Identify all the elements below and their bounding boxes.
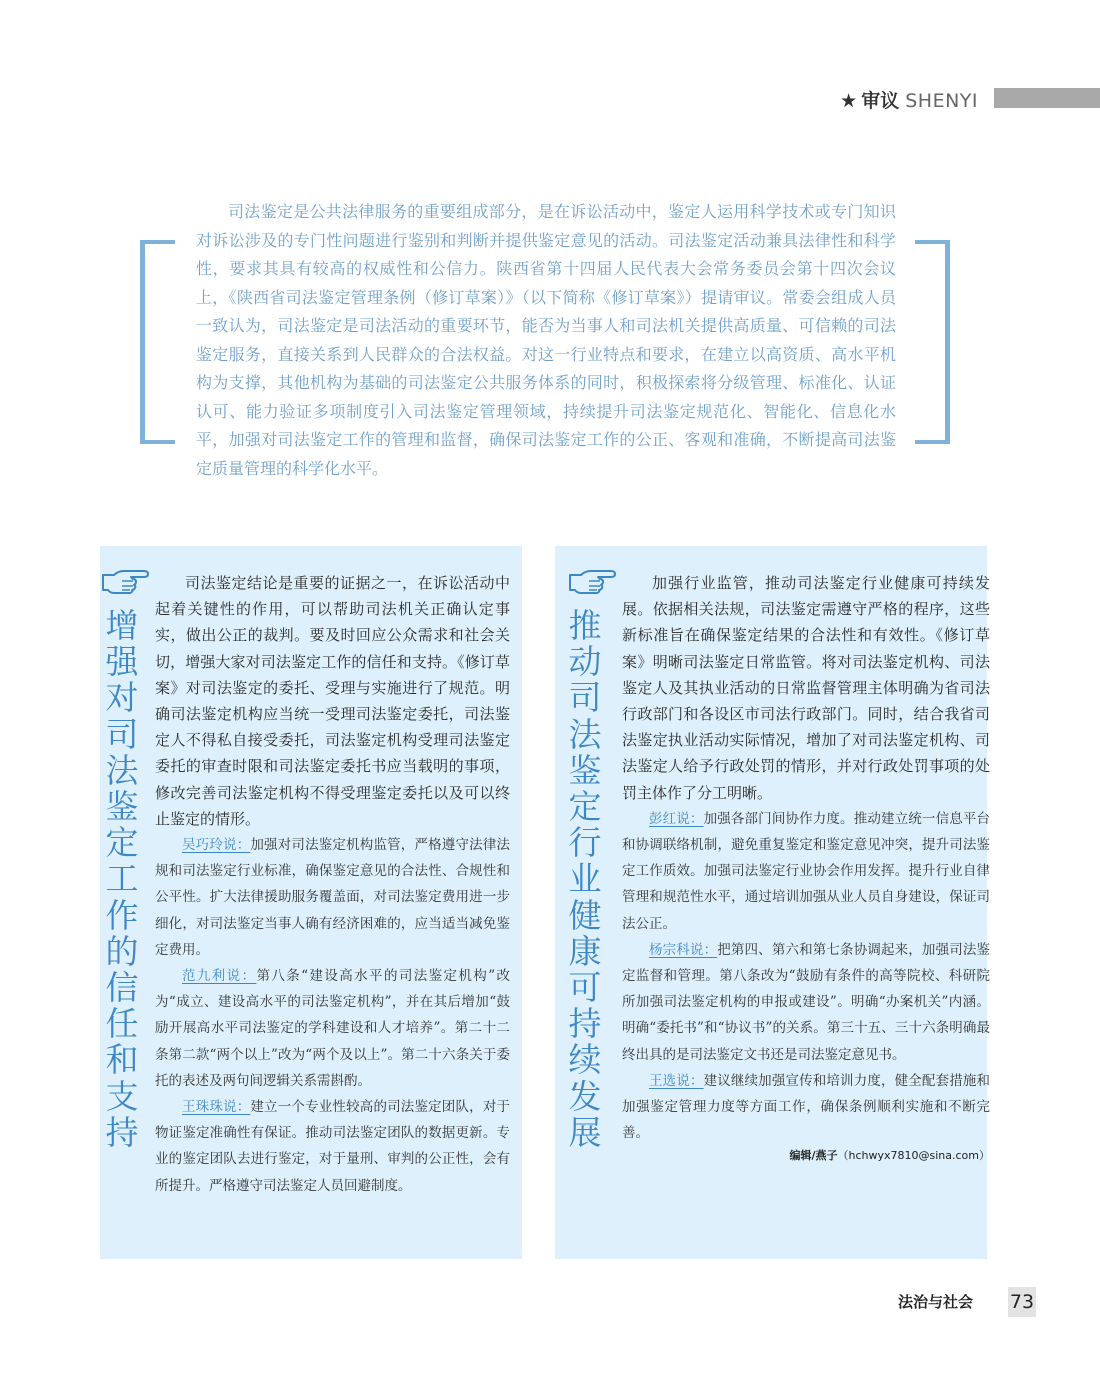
intro-bracket-left [140,240,175,444]
intro-paragraph: 司法鉴定是公共法律服务的重要组成部分，是在诉讼活动中，鉴定人运用科学技术或专门知识对诉讼涉及的专门性问题进行鉴别和判断并提供鉴定意见的活动。司法鉴定活动兼具法律性和科学性，要求其具有较高的权威性和公信力。陕西省第十四届人民代表大会常务委员会第十四次会议上，《陕西省司法鉴定管理条例（修订草案）》（以下简称《修订草案》）提请审议。常委会组成人员一致认为，司法鉴定是司法活动的重要环节，能否为当事人和司法机关提供高质量、可信赖的司法鉴定服务，直接关系到人民群众的合法权益。对这一行业特点和要求，在建立以高资质、高水平机构为支撑，其他机构为基础的司法鉴定公共服务体系的同时，积极探索将分级管理、标准化、认证认可、能力验证多项制度引入司法鉴定管理领域，持续提升司法鉴定规范化、智能化、信息化水平，加强对司法鉴定工作的管理和监督，确保司法鉴定工作的公正、客观和准确，不断提高司法鉴定质量管理的科学化水平。 [196,202,896,478]
speaker-name: 彭红说： [649,810,704,827]
section-name-cn: 审议 [861,90,900,112]
pointing-hand-icon [100,568,150,594]
header-bar [994,88,1100,108]
comment-text: 建议继续加强宣传和培训力度，健全配套措施和加强鉴定管理力度等方面工作，确保条例顺利实施和不断完善。 [622,1072,991,1142]
editor-email: （hchwyx7810@sina.com） [837,1149,990,1163]
left-panel-title: 增强对司法鉴定工作的信任和支持 [105,606,139,1152]
comment-paragraph [622,937,990,1068]
section-name-en: SHENYI [905,90,978,112]
left-lead-paragraph: 司法鉴定结论是重要的证据之一，在诉讼活动中起着关键性的作用，可以帮助司法机关正确认定事实，做出公正的裁判。要及时回应公众需求和社会关切，增强大家对司法鉴定工作的信任和支持。《修订草案》对司法鉴定的委托、受理与实施进行了规范。明确司法鉴定机构应当统一受理司法鉴定委托，司法鉴定人不得私自接受委托，司法鉴定机构受理司法鉴定委托的审查时限和司法鉴定委托书应当载明的事项，修改完善司法鉴定机构不得受理鉴定委托以及可以终止鉴定的情形。 [155,574,510,828]
speaker-name: 王选说： [649,1072,704,1089]
right-panel-title: 推动司法鉴定行业健康可持续发展 [568,606,602,1152]
editor-label: 编辑/燕子 [789,1149,838,1163]
page-number: 73 [1008,1287,1036,1317]
comment-text: 加强对司法鉴定机构监管，严格遵守法律法规和司法鉴定行业标准，确保鉴定意见的合法性、合规性和公平性。扩大法律援助服务覆盖面，对司法鉴定费用进一步细化，对司法鉴定当事人确有经济困难的，应当适当减免鉴定费用。 [155,837,511,958]
speaker-name: 王珠珠说： [182,1099,251,1116]
pointing-hand-icon [567,568,617,594]
comment-paragraph [155,963,510,1094]
left-panel-body [155,570,510,1199]
comment-text: 加强各部门间协作力度。推动建立统一信息平台和协调联络机制，避免重复鉴定和鉴定意见冲突，提升司法鉴定工作质效。加强司法鉴定行业协会作用发挥。提升行业自律管理和规范性水平，通过培训加强从业人员自身建设，保证司法公正。 [622,810,991,932]
speaker-name: 吴巧玲说： [182,837,251,854]
magazine-name: 法治与社会 [898,1293,974,1311]
comment-paragraph [155,832,510,963]
intro-bracket-right [915,240,950,444]
comment-text: 建立一个专业性较高的司法鉴定团队，对于物证鉴定准确性有保证。推动司法鉴定团队的数据更新。专业的鉴定团队去进行鉴定，对于量刑、审判的公正性，会有所提升。严格遵守司法鉴定人员回避制度。 [155,1099,511,1194]
comment-paragraph [622,806,990,937]
comment-paragraph [622,1068,990,1147]
right-panel-body [622,570,990,1166]
star-icon: ★ [840,90,858,112]
comment-text: 把第四、第六和第七条协调起来，加强司法鉴定监督和管理。第八条改为“鼓励有条件的高等院校、科研院所加强司法鉴定机构的申报或建设”。明确“办案机关”内涵。明确“委托书”和“协议书”的关系。第三十五、三十六条明确最终出具的是司法鉴定文书还是司法鉴定意见书。 [622,941,991,1063]
right-lead-paragraph: 加强行业监管，推动司法鉴定行业健康可持续发展。依据相关法规，司法鉴定需遵守严格的程序，这些新标准旨在确保鉴定结果的合法性和有效性。《修订草案》明晰司法鉴定日常监管。将对司法鉴定机构、司法鉴定人及其执业活动的日常监督管理主体明确为省司法行政部门和各设区市司法行政部门。同时，结合我省司法鉴定执业活动实际情况，增加了对司法鉴定机构、司法鉴定人给予行政处罚的情形，并对行政处罚事项的处罚主体作了分工明晰。 [622,574,990,802]
right-panel [555,546,991,1259]
speaker-name: 杨宗科说： [649,941,718,958]
comment-paragraph [155,1094,510,1199]
speaker-name: 范九利说： [182,968,257,985]
editor-credit [622,1146,990,1166]
section-header [840,86,978,113]
comment-text: 第八条“建设高水平的司法鉴定机构”改为“成立、建设高水平的司法鉴定机构”，并在其后增加“鼓励开展高水平司法鉴定的学科建设和人才培养”。第二十二条第二款“两个以上”改为“两个及以上”。第二十六条关于委托的表述及两句间逻辑关系需斟酌。 [155,968,511,1089]
left-panel [100,546,522,1259]
